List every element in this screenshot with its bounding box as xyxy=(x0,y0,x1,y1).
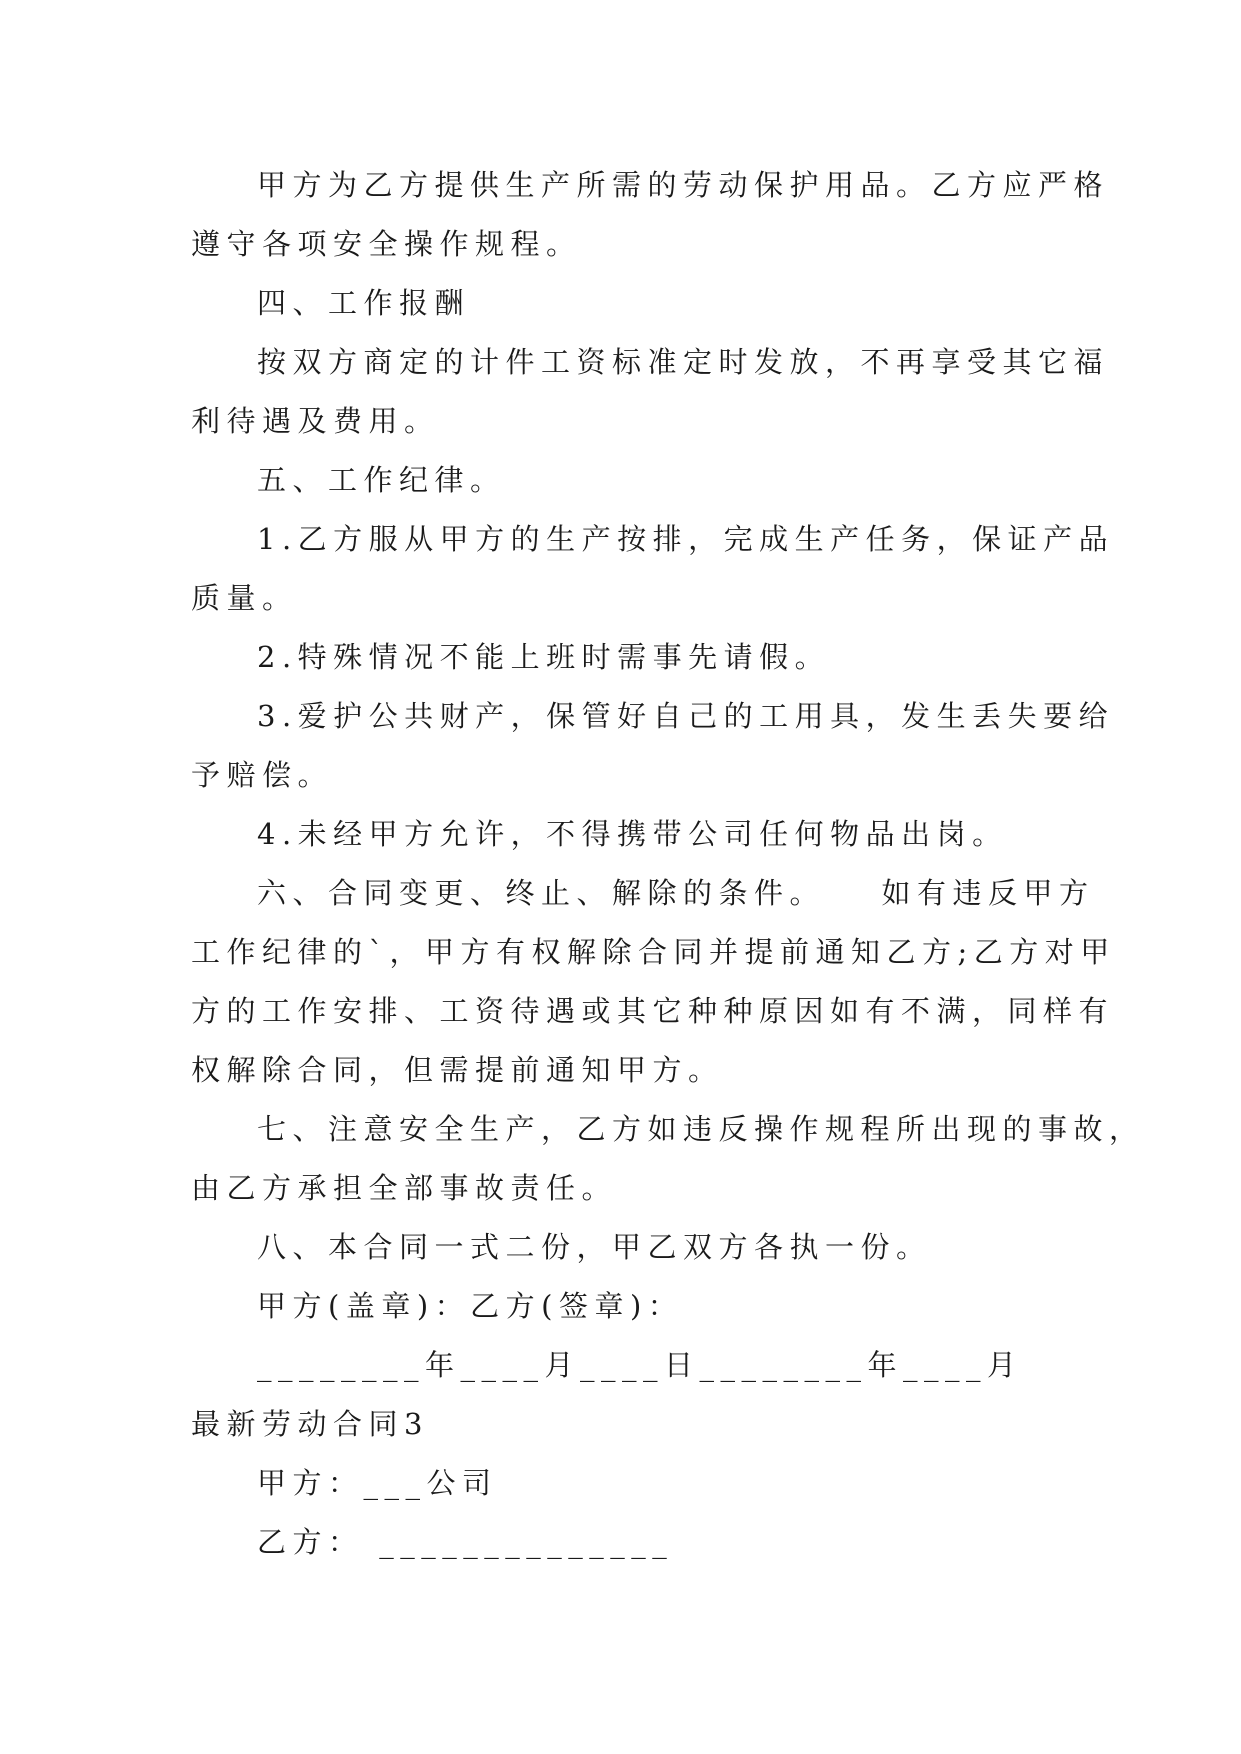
paragraph-line: 按双方商定的计件工资标准定时发放，不再享受其它福 xyxy=(257,345,1110,379)
list-item: 2.特殊情况不能上班时需事先请假。 xyxy=(257,640,831,674)
paragraph-line: 由乙方承担全部事故责任。 xyxy=(191,1171,618,1205)
signature-line: 甲方(盖章)：乙方(签章)： xyxy=(257,1289,684,1323)
list-item-continuation: 质量。 xyxy=(191,581,298,615)
section-heading: 六、合同变更、终止、解除的条件。 如有违反甲方 xyxy=(257,876,1095,910)
section-heading: 八、本合同一式二份，甲乙双方各执一份。 xyxy=(257,1230,932,1264)
paragraph-line: 甲方为乙方提供生产所需的劳动保护用品。乙方应严格 xyxy=(257,168,1110,202)
document-title: 最新劳动合同3 xyxy=(191,1407,429,1441)
paragraph-line: 利待遇及费用。 xyxy=(191,404,440,438)
section-heading: 五、工作纪律。 xyxy=(257,463,506,497)
list-item-continuation: 予赔偿。 xyxy=(191,758,334,792)
paragraph-line: 遵守各项安全操作规程。 xyxy=(191,227,582,261)
document-page xyxy=(191,156,1145,1572)
section-heading: 七、注意安全生产，乙方如违反操作规程所出现的事故， xyxy=(257,1112,1145,1146)
date-line: ________年____月____日________年____月 xyxy=(257,1348,1023,1382)
paragraph-line: 工作纪律的`，甲方有权解除合同并提前通知乙方;乙方对甲 xyxy=(191,935,1116,969)
section-heading: 四、工作报酬 xyxy=(257,286,471,320)
paragraph-line: 权解除合同，但需提前通知甲方。 xyxy=(191,1053,724,1087)
list-item: 4.未经甲方允许，不得携带公司任何物品出岗。 xyxy=(257,817,1008,851)
party-b-line: 乙方： ______________ xyxy=(257,1525,674,1559)
list-item: 1.乙方服从甲方的生产按排，完成生产任务，保证产品 xyxy=(257,522,1115,556)
party-a-line: 甲方：___公司 xyxy=(257,1466,498,1500)
list-item: 3.爱护公共财产，保管好自己的工用具，发生丢失要给 xyxy=(257,699,1115,733)
paragraph-line: 方的工作安排、工资待遇或其它种种原因如有不满，同样有 xyxy=(191,994,1115,1028)
